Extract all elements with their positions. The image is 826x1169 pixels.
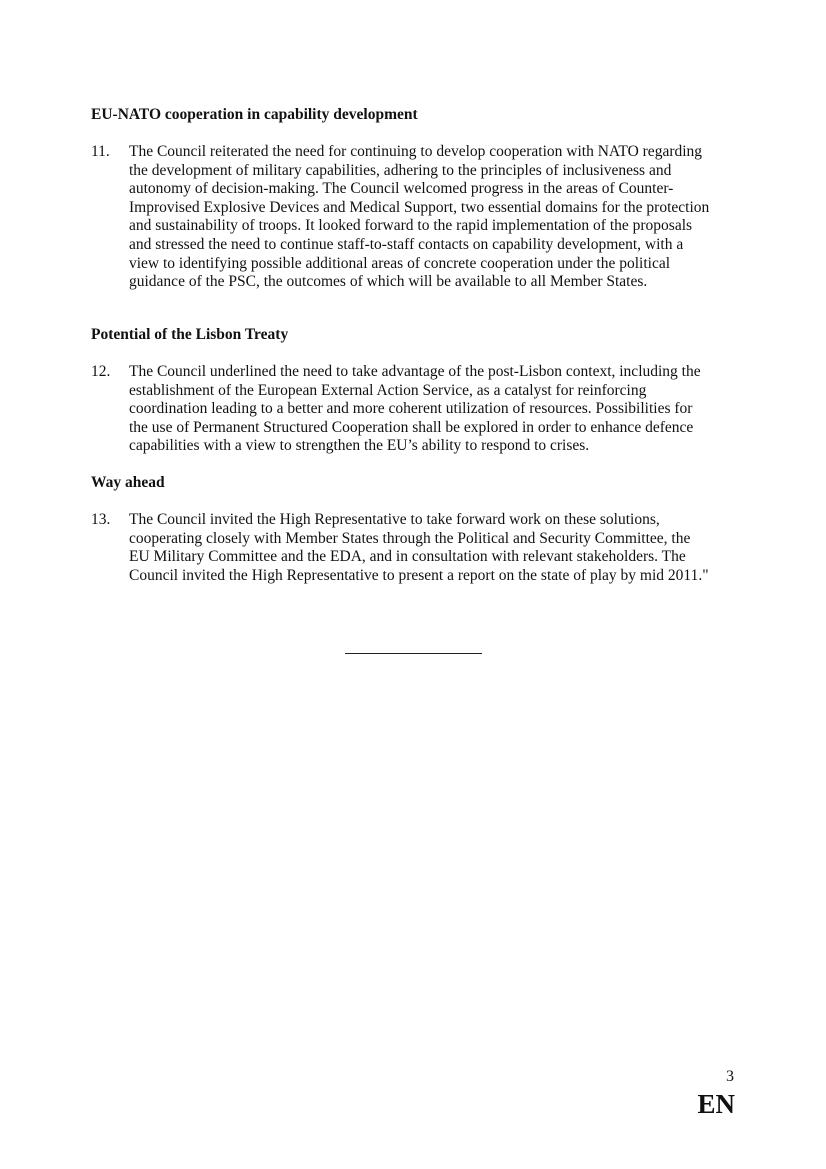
text-line: and stressed the need to continue staff-to-staff contacts on capability development, with a — [129, 235, 684, 253]
text-line: the development of military capabilities, adhering to the principles of inclusiveness and — [129, 161, 672, 179]
text-line: capabilities with a view to strengthen the EU’s ability to respond to crises. — [129, 437, 590, 455]
text-line: guidance of the PSC, the outcomes of which will be available to all Member States. — [129, 273, 648, 291]
page-number: 3 — [726, 1068, 734, 1085]
language-code: EN — [697, 1089, 735, 1119]
paragraph-text — [129, 363, 701, 456]
text-line: establishment of the European External Action Service, as a catalyst for reinforcing — [129, 381, 647, 399]
paragraph-text — [129, 511, 709, 585]
paragraph-number: 12. — [91, 363, 111, 380]
text-line: view to identifying possible additional areas of concrete cooperation under the political — [129, 254, 671, 272]
paragraph-text — [129, 143, 709, 292]
section-heading-lisbon: Potential of the Lisbon Treaty — [91, 326, 289, 343]
text-line: coordination leading to a better and more coherent utilization of resources. Possibilities for — [129, 400, 693, 418]
section-heading-capability: EU-NATO cooperation in capability development — [91, 106, 418, 123]
paragraph-number: 13. — [91, 511, 111, 528]
text-line: the use of Permanent Structured Cooperation shall be explored in order to enhance defence — [129, 418, 694, 436]
text-line: The Council underlined the need to take advantage of the post-Lisbon context, including the — [129, 363, 701, 380]
end-divider — [345, 653, 482, 654]
text-line: The Council reiterated the need for continuing to develop cooperation with NATO regarding — [129, 143, 703, 160]
text-line: autonomy of decision-making. The Council welcomed progress in the areas of Counter- — [129, 180, 674, 198]
text-line: The Council invited the High Representative to take forward work on these solutions, — [129, 511, 660, 528]
text-line: and sustainability of troops. It looked forward to the rapid implementation of the proposals — [129, 217, 693, 235]
text-line: Council invited the High Representative to present a report on the state of play by mid 2011." — [129, 566, 709, 584]
section-heading-way-ahead: Way ahead — [91, 474, 165, 491]
text-line: EU Military Committee and the EDA, and in consultation with relevant stakeholders. The — [129, 548, 686, 566]
paragraph-number: 11. — [91, 143, 110, 160]
text-line: Improvised Explosive Devices and Medical Support, two essential domains for the protection — [129, 198, 710, 216]
text-line: cooperating closely with Member States through the Political and Security Committee, the — [129, 529, 691, 547]
